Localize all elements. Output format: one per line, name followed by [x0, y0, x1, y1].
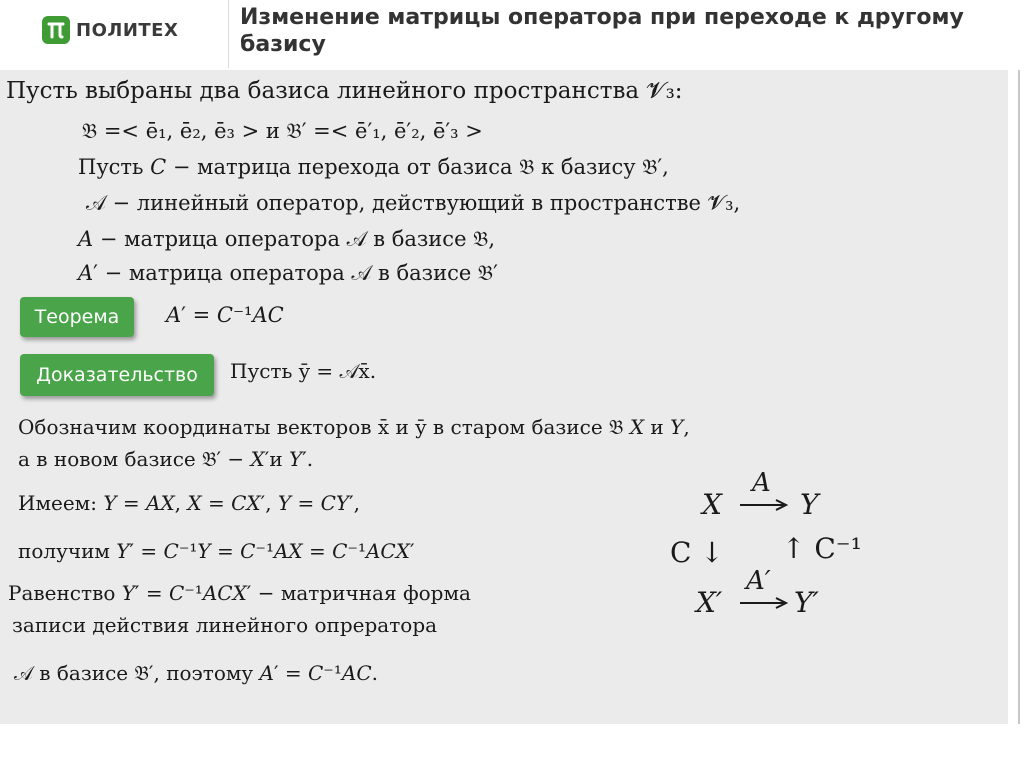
proof-button[interactable]: Доказательство	[20, 354, 214, 396]
diagram-top-arrow-label: A	[752, 468, 771, 498]
text-line-9: Имеем: 𝑌 = 𝐴𝑋, 𝑋 = 𝐶𝑋′, 𝑌 = 𝐶𝑌′,	[18, 491, 360, 515]
right-arrow-icon	[740, 498, 788, 512]
text-line-11: Равенство 𝑌′ = 𝐶⁻¹𝐴𝐶𝑋′ − матричная форма	[8, 581, 471, 605]
diagram-left-label: C ↓	[670, 536, 724, 569]
right-arrow-icon	[740, 596, 788, 610]
header-divider	[228, 0, 229, 68]
diagram-right-label: ↑ C⁻¹	[782, 532, 862, 565]
text-line-6: 𝐴′ − матрица оператора 𝒜 в базисе 𝔅′	[78, 261, 498, 285]
diagram-top-left: X	[702, 488, 722, 521]
logo-text: ПОЛИТЕХ	[76, 19, 179, 41]
text-line-10: получим 𝑌′ = 𝐶⁻¹𝑌 = 𝐶⁻¹𝐴𝑋 = 𝐶⁻¹𝐴𝐶𝑋′	[18, 539, 415, 563]
diagram-bottom-left: X′	[696, 586, 723, 619]
text-line-7: Обозначим координаты векторов x̄ и ȳ в старом базисе 𝔅 𝑋 и 𝑌,	[18, 415, 690, 439]
text-line-12: записи действия линейного опрератора	[12, 613, 438, 637]
diagram-bottom-right: Y′	[794, 586, 819, 619]
proof-text: Пусть ȳ = 𝒜x̄.	[230, 359, 377, 383]
theorem-formula: 𝐴′ = 𝐶⁻¹𝐴𝐶	[166, 303, 284, 327]
text-line-5: 𝐴 − матрица оператора 𝒜 в базисе 𝔅,	[78, 227, 496, 251]
theorem-button[interactable]: Теорема	[20, 297, 134, 337]
text-line-13: 𝒜 в базисе 𝔅′, поэтому 𝐴′ = 𝐶⁻¹𝐴𝐶.	[14, 661, 378, 685]
text-line-2: 𝔅 =< ē₁, ē₂, ē₃ > и 𝔅′ =< ē′₁, ē′₂, ē′₃ >	[82, 119, 483, 143]
text-line-3: Пусть 𝐶 − матрица перехода от базиса 𝔅 к базису 𝔅′,	[78, 155, 669, 179]
logo	[42, 16, 178, 44]
header	[0, 0, 1024, 68]
right-border	[1018, 70, 1020, 724]
text-line-8: а в новом базисе 𝔅′ − 𝑋′и 𝑌′.	[18, 447, 314, 471]
content-area	[0, 70, 1008, 724]
politech-logo-icon	[42, 16, 70, 44]
page-title: Изменение матрицы оператора при переходе к другому базису	[240, 5, 964, 57]
text-line-1: Пусть выбраны два базиса линейного пространства 𝓥₃:	[6, 78, 683, 104]
diagram-bottom-arrow-label: A′	[746, 566, 771, 596]
diagram-top-right: Y	[800, 488, 819, 521]
text-line-4: 𝒜 − линейный оператор, действующий в пространстве 𝓥₃,	[86, 191, 741, 215]
